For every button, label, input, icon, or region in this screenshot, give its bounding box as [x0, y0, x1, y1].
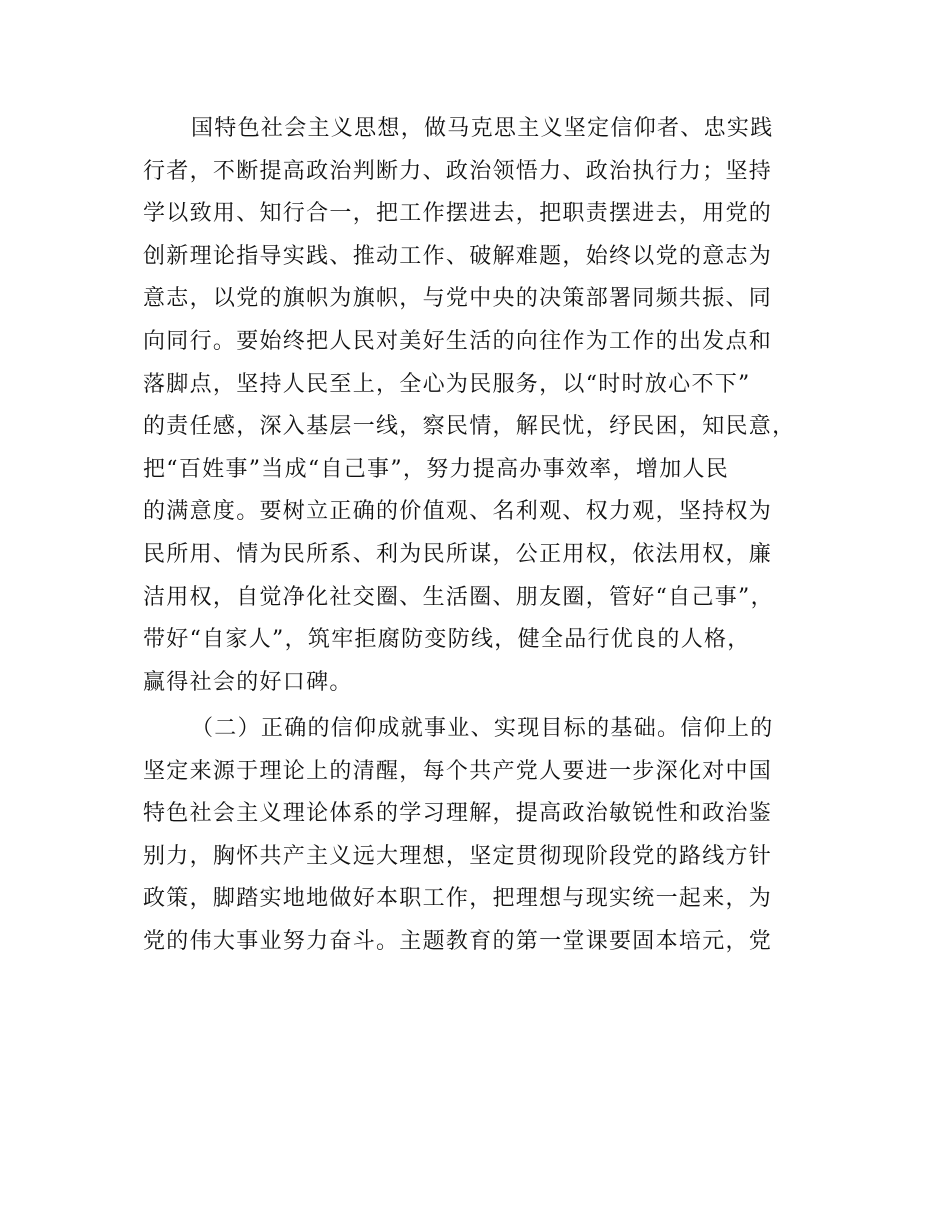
paragraph-2 — [143, 708, 815, 964]
text-line: 别力，胸怀共产主义远大理想，坚定贯彻现阶段党的路线方针 — [143, 843, 773, 869]
text-line: 特色社会主义理论体系的学习理解，提高政治敏锐性和政治鉴 — [143, 801, 773, 827]
text-line: 坚定来源于理论上的清醒，每个共产党人要进一步深化对中国 — [143, 758, 773, 784]
text-line: 民所用、情为民所系、利为民所谋，公正用权，依法用权，廉 — [143, 541, 773, 567]
paragraph-1 — [143, 108, 815, 704]
text-line: 把“百姓事”当成“自己事”，努力提高办事效率，增加人民 — [143, 456, 730, 482]
text-line: 意志，以党的旗帜为旗帜，与党中央的决策部署同频共振、同 — [143, 286, 773, 312]
text-line: 赢得社会的好口碑。 — [143, 669, 353, 695]
text-line: 政策，脚踏实地地做好本职工作，把理想与现实统一起来，为 — [143, 886, 773, 912]
text-line: 创新理论指导实践、推动工作、破解难题，始终以党的意志为 — [143, 243, 773, 269]
text-line: 学以致用、知行合一，把工作摆进去，把职责摆进去，用党的 — [143, 201, 773, 227]
text-line: （二）正确的信仰成就事业、实现目标的基础。信仰上的 — [191, 716, 774, 741]
text-line: 党的伟大事业努力奋斗。主题教育的第一堂课要固本培元，党 — [143, 928, 773, 954]
text-line: 向同行。要始终把人民对美好生活的向往作为工作的出发点和 — [143, 328, 773, 354]
text-line: 的责任感，深入基层一线，察民情，解民忧，纾民困，知民意， — [143, 414, 796, 440]
text-line: 洁用权，自觉净化社交圈、生活圈、朋友圈，管好“自己事”， — [143, 584, 774, 610]
text-line: 带好“自家人”，筑牢拒腐防变防线，健全品行优良的人格， — [143, 627, 751, 653]
text-line: 的满意度。要树立正确的价值观、名利观、权力观，坚持权为 — [143, 499, 773, 525]
text-line: 行者，不断提高政治判断力、政治领悟力、政治执行力；坚持 — [143, 158, 773, 184]
text-line: 国特色社会主义思想，做马克思主义坚定信仰者、忠实践 — [191, 116, 774, 141]
text-line: 落脚点，坚持人民至上，全心为民服务，以“时时放心不下” — [143, 371, 751, 397]
